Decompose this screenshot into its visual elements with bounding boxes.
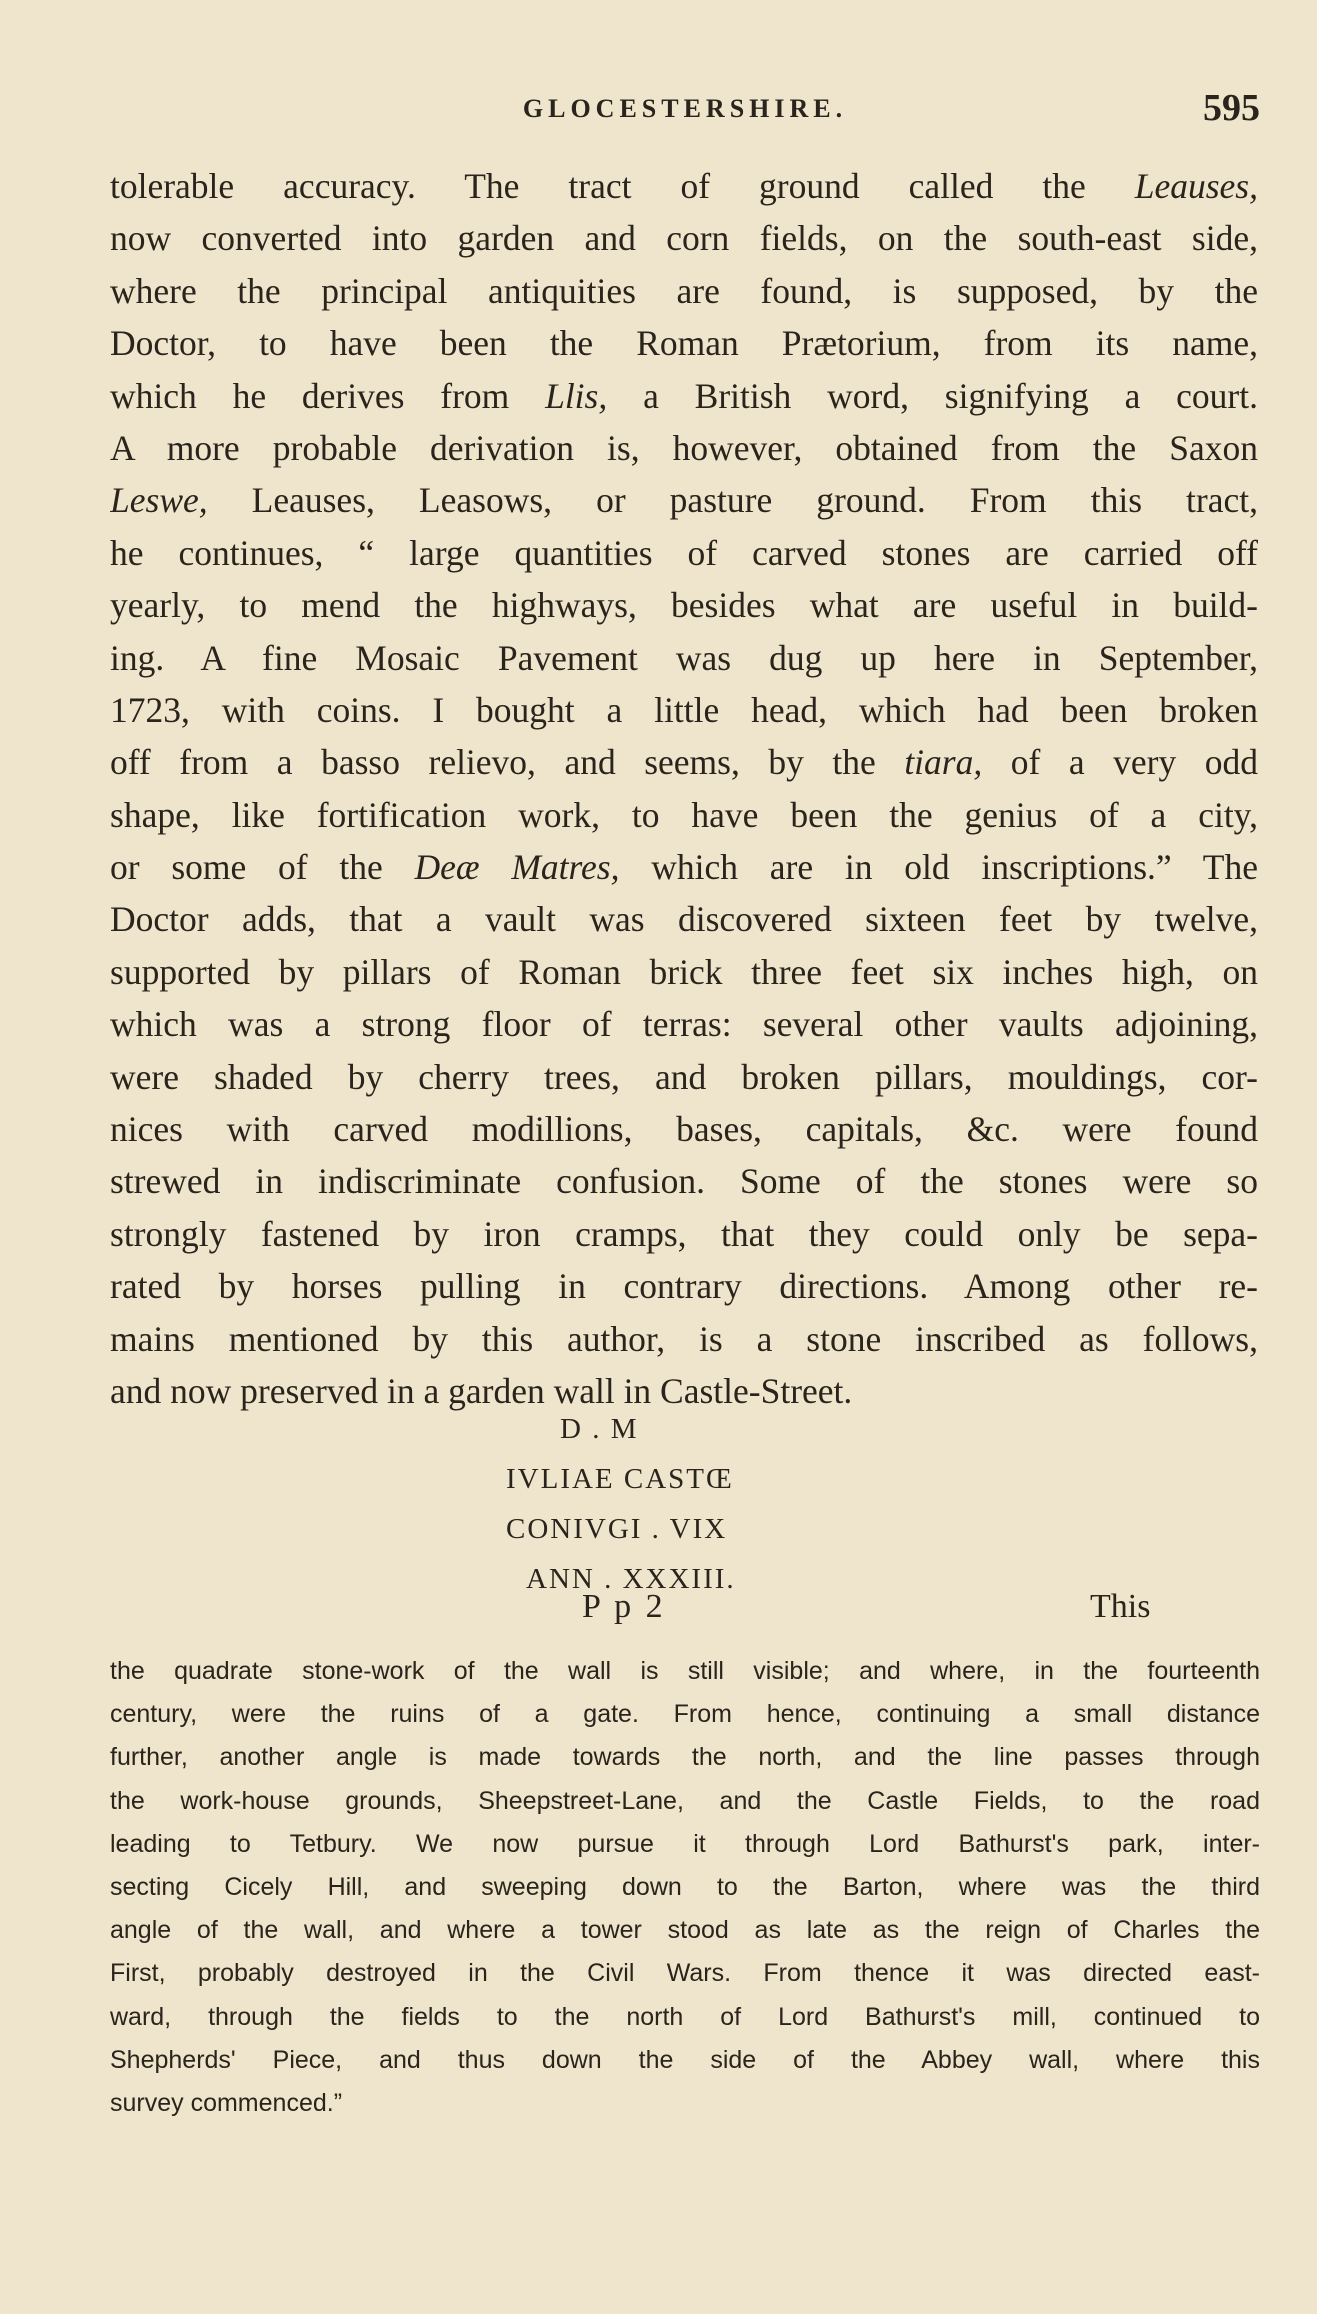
footnote-line: century, were the ruins of a gate. From hence, continuing a small distance — [110, 1700, 1260, 1729]
text-line: which was a strong floor of terras: several other vaults adjoining, — [110, 1004, 1258, 1045]
footnote — [110, 1650, 1260, 2125]
text-line: nices with carved modillions, bases, capitals, &c. were found — [110, 1109, 1258, 1150]
inscription-line: D . M — [560, 1413, 639, 1445]
text-line: were shaded by cherry trees, and broken pillars, mouldings, cor- — [110, 1056, 1258, 1097]
text-line: shape, like fortification work, to have been the genius of a city, — [110, 794, 1258, 835]
text-line: now converted into garden and corn fields, on the south-east side, — [110, 218, 1258, 259]
page-number: 595 — [1203, 87, 1260, 129]
text-line: Doctor adds, that a vault was discovered sixteen feet by twelve, — [110, 899, 1258, 940]
text-line: and now preserved in a garden wall in Castle-Street. — [110, 1370, 853, 1411]
footnote-line: angle of the wall, and where a tower stood as late as the reign of Charles the — [110, 1916, 1260, 1945]
main-text — [110, 160, 1258, 1417]
text-line: mains mentioned by this author, is a stone inscribed as follows, — [110, 1318, 1258, 1359]
text-line: which he derives from Llis, a British word, signifying a court. — [110, 375, 1258, 416]
signature-mark: P p 2 — [582, 1588, 666, 1625]
text-line: 1723, with coins. I bought a little head, which had been broken — [110, 689, 1258, 730]
text-line: Leswe, Leauses, Leasows, or pasture ground. From this tract, — [110, 480, 1258, 521]
text-line: or some of the Deæ Matres, which are in old inscriptions.” The — [110, 847, 1258, 888]
text-line: yearly, to mend the highways, besides what are useful in build- — [110, 585, 1258, 626]
footnote-line: further, another angle is made towards the north, and the line passes through — [110, 1743, 1260, 1772]
text-line: off from a basso relievo, and seems, by the tiara, of a very odd — [110, 742, 1258, 783]
running-title: GLOCESTERSHIRE. — [522, 94, 848, 123]
inscription — [480, 1404, 840, 1604]
text-line: strewed in indiscriminate confusion. Some of the stones were so — [110, 1161, 1258, 1202]
footnote-line: the work-house grounds, Sheepstreet-Lane, and the Castle Fields, to the road — [110, 1786, 1260, 1815]
footnote-line: secting Cicely Hill, and sweeping down to the Barton, where was the third — [110, 1872, 1260, 1901]
text-line: tolerable accuracy. The tract of ground called the Leauses, — [110, 166, 1258, 206]
text-line: supported by pillars of Roman brick three feet six inches high, on — [110, 951, 1258, 992]
text-line: strongly fastened by iron cramps, that they could only be sepa- — [110, 1213, 1258, 1254]
footnote-line: the quadrate stone-work of the wall is still visible; and where, in the fourteenth — [110, 1657, 1260, 1685]
footnote-line: leading to Tetbury. We now pursue it through Lord Bathurst's park, inter- — [110, 1829, 1260, 1858]
text-line: ing. A fine Mosaic Pavement was dug up here in September, — [110, 637, 1258, 678]
text-line: rated by horses pulling in contrary directions. Among other re- — [110, 1266, 1258, 1307]
page-header — [110, 86, 1260, 132]
catchword: This — [1090, 1588, 1151, 1625]
text-line: he continues, “ large quantities of carved stones are carried off — [110, 532, 1258, 573]
footnote-line: survey commenced.” — [110, 2088, 343, 2117]
text-line: Doctor, to have been the Roman Prætorium, from its name, — [110, 323, 1258, 364]
footnote-line: First, probably destroyed in the Civil Wars. From thence it was directed east- — [110, 1959, 1260, 1988]
text-line: where the principal antiquities are found, is supposed, by the — [110, 270, 1258, 311]
inscription-line: ANN . XXXIII. — [526, 1563, 736, 1595]
inscription-line: IVLIAE CASTŒ — [506, 1463, 734, 1495]
inscription-line: CONIVGI . VIX — [506, 1513, 728, 1545]
footnote-line: ward, through the fields to the north of Lord Bathurst's mill, continued to — [110, 2002, 1260, 2031]
text-line: A more probable derivation is, however, obtained from the Saxon — [110, 427, 1258, 468]
footnote-line: Shepherds' Piece, and thus down the side of the Abbey wall, where this — [110, 2045, 1260, 2074]
